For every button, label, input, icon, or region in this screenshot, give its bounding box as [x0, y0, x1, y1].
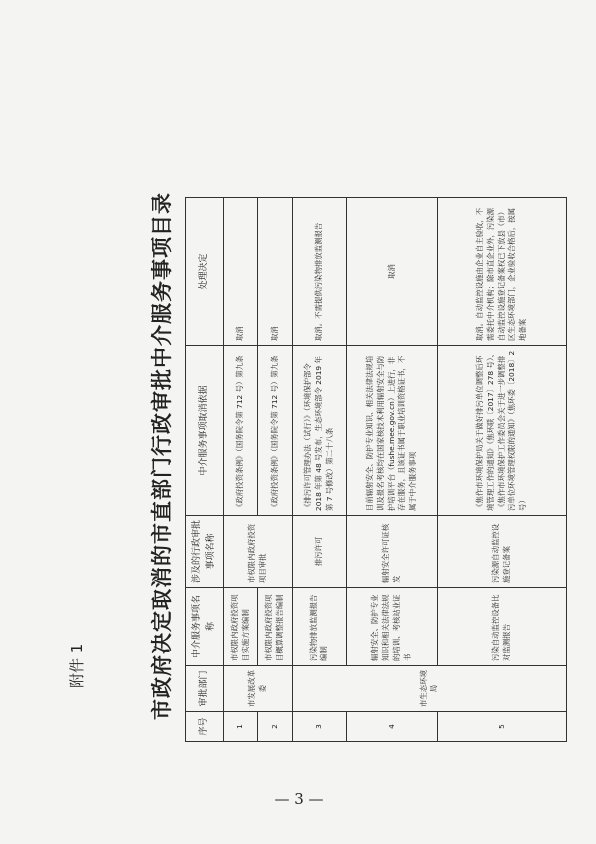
cell-approval: 市权限内政府投资项目审批: [224, 516, 293, 588]
cell-service: 市权限内政府投资项目概算调整报告编制: [258, 588, 292, 666]
table-row: [347, 198, 438, 742]
cell-no: 1: [224, 712, 258, 742]
table-row: [292, 198, 346, 742]
document-title: 市政府决定取消的市直部门行政审批中介服务事项目录: [149, 192, 174, 720]
cell-basis: 《焦作市环境保护局关于做好排污单位调整后环境管理工作的通知》（焦环联〔2017〕278 号）、《焦作市环境保护工作委员会关于进一步调整排污单位环境管理权限的通知》（焦环委〔2018〕2 号）: [437, 346, 566, 516]
header-service: 中介服务事项名称: [186, 588, 224, 666]
header-no: 序号: [186, 712, 224, 742]
cell-decision: 取消: [347, 198, 438, 346]
cell-decision: 取消。不需提供污染物排放监测报告: [292, 198, 346, 346]
cell-decision: 取消。自动监控设施由企业自主验收，不需委托中介机构；除市直企业外，污染源自动监控设施登记备案权已下放县（市）区生态环境部门，企业验收合格后，按属地备案: [437, 198, 566, 346]
table-row: [224, 198, 258, 742]
cell-approval: 排污许可: [292, 516, 346, 588]
attachment-label: 附件 1: [68, 643, 86, 688]
table-header-row: [186, 198, 224, 742]
cell-no: 4: [347, 712, 438, 742]
cell-no: 5: [437, 712, 566, 742]
cell-service: 辐射安全、防护专业知识和相关法律法规的培训、考核站业证书: [347, 588, 438, 666]
cell-service: 污染自动监控设备比对监测报告: [437, 588, 566, 666]
page-number: — 3 —: [274, 790, 324, 808]
cell-dept: 市生态环境局: [292, 666, 566, 712]
cell-service: 污染物排放监测报告编制: [292, 588, 346, 666]
cell-basis: 目前辐射安全、防护专业知识、相关法律法规培训及报名考核均在国家核技术利用辐射安全与防护培训平台（fushe.mee.gov.cn）上进行，非存在服务，且该证书属于职业培训资格证书，不属于中介服务事项: [347, 346, 438, 516]
cell-basis: 《排污许可管理办法（试行）》（环境保护部令 2018 年第 48 号发布，生态环境部令 2019 年第 7 号修改）第二十八条: [292, 346, 346, 516]
header-decision: 处理决定: [186, 198, 224, 346]
cell-no: 3: [292, 712, 346, 742]
cell-dept: 市发展改革委: [224, 666, 293, 712]
cell-approval: 污染源自动监控设施登记备案: [437, 516, 566, 588]
cell-decision: 取消: [258, 198, 292, 346]
header-basis: 中介服务事项取消依据: [186, 346, 224, 516]
service-items-table: [185, 197, 567, 742]
cell-service: 市权限内政府投资项目实施方案编制: [224, 588, 258, 666]
cell-no: 2: [258, 712, 292, 742]
header-dept: 审批部门: [186, 666, 224, 712]
service-items-table-wrap: [185, 198, 567, 742]
cell-basis: 《政府投资条例》（国务院令第 712 号）第九条: [258, 346, 292, 516]
cell-approval: 辐射安全许可证核发: [347, 516, 438, 588]
cell-decision: 取消: [224, 198, 258, 346]
table-row: [258, 198, 292, 742]
header-approval: 涉及的行政审批事项名称: [186, 516, 224, 588]
table-row: [437, 198, 566, 742]
cell-basis: 《政府投资条例》（国务院令第 712 号）第九条: [224, 346, 258, 516]
